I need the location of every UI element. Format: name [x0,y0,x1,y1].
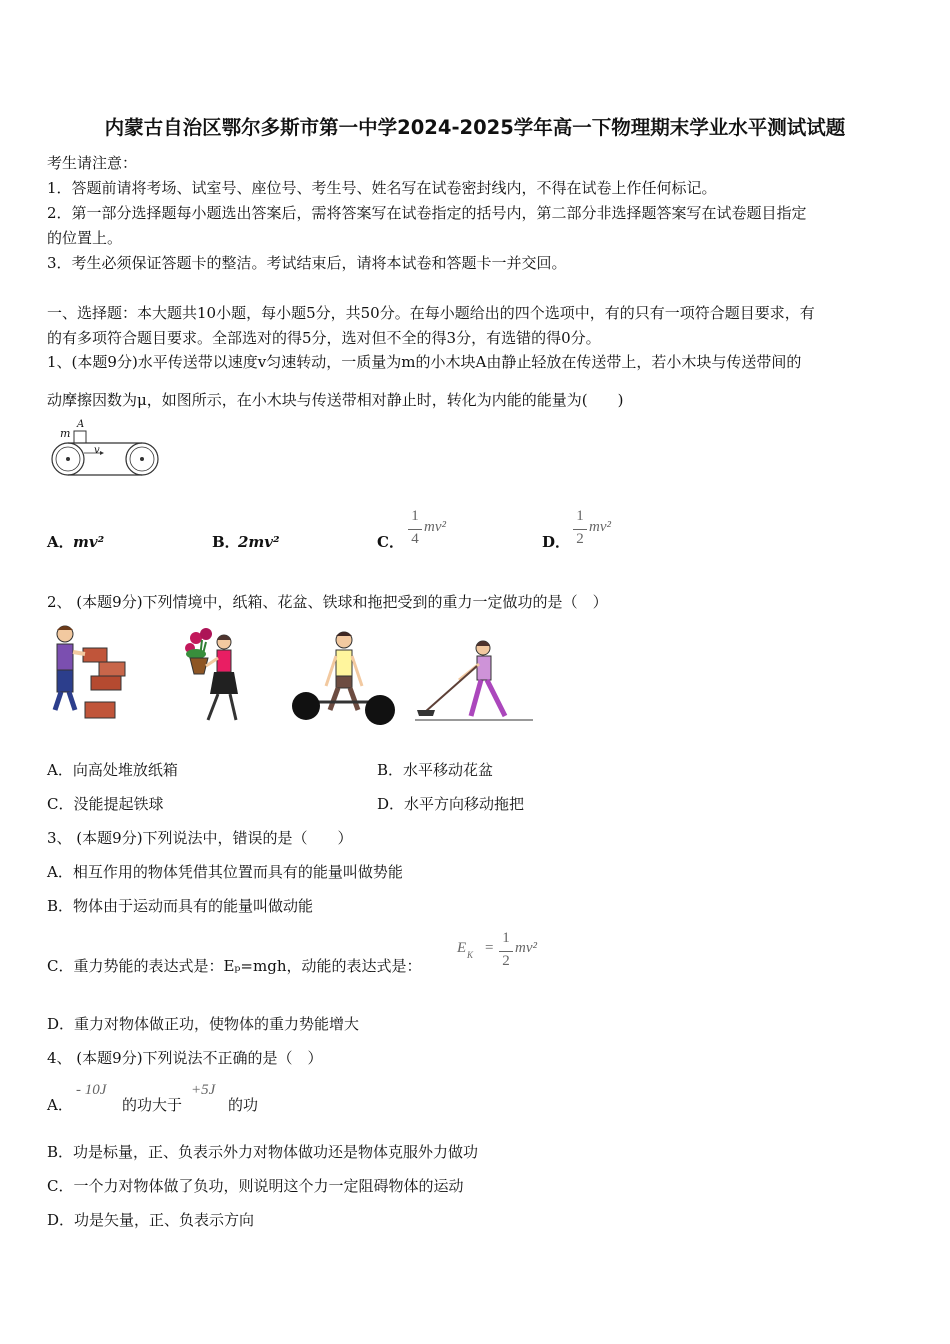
notice-item-2-cont: 的位置上。 [47,229,123,247]
q1-stem-line2: 动摩擦因数为μ，如图所示，在小木块与传送带相对静止时，转化为内能的能量为( ) [47,391,624,409]
q1-option-c-text: mv² [424,519,446,535]
q1-option-a-label: A． [47,533,74,551]
q1-option-b-text: 2mv² [238,533,280,551]
q4-option-a-value2: +5J [191,1082,216,1098]
q3-option-c: C．重力势能的表达式是：Eₚ=mgh，动能的表达式是： [47,957,422,975]
q1-stem-line1: 1、(本题9分)水平传送带以速度v匀速转动，一质量为m的小木块A由静止轻放在传送带上，若小木块与传送带间的 [47,353,802,371]
q1-option-c-denominator: 4 [411,531,419,547]
fraction-bar [408,529,422,530]
q3-option-a: A．相互作用的物体凭借其位置而具有的能量叫做势能 [47,863,403,881]
formula-sub: K [467,950,474,960]
notice-item-2: 2．第一部分选择题每小题选出答案后，需将答案写在试卷指定的括号内，第二部分非选择题答案写在试卷题目指定 [47,204,807,222]
section-intro-line2: 的有多项符合题目要求。全部选对的得5分，选对但不全的得3分，有选错的得0分。 [47,329,601,347]
notice-item-3: 3．考生必须保证答题卡的整洁。考试结束后，请将本试卷和答题卡一并交回。 [47,254,567,272]
q3-option-d: D．重力对物体做正功，使物体的重力势能增大 [47,1015,360,1033]
q3-stem: 3、 (本题9分)下列说法中，错误的是（ ） [47,829,353,847]
page-title: 内蒙古自治区鄂尔多斯市第一中学2024-2025学年高一下物理期末学业水平测试试题 [104,116,846,139]
q1-option-c-formula [408,508,468,552]
notice-item-1: 1．答题前请将考场、试室号、座位号、考生号、姓名写在试卷密封线内，不得在试卷上作任何标记。 [47,179,717,197]
notice-heading: 考生请注意： [47,154,138,172]
velocity-label: v [94,445,100,456]
q1-option-d-label: D． [542,533,571,551]
q4-option-c: C．一个力对物体做了负功，则说明这个力一定阻碍物体的运动 [47,1177,464,1195]
formula-denominator: 2 [502,953,510,969]
q1-option-c-label: C． [377,533,404,551]
q4-option-a-label: A． [47,1096,73,1114]
q2-option-d: D．水平方向移动拖把 [377,795,525,813]
q4-option-a-value1: - 10J [76,1082,107,1098]
q4-option-a-mid: 的功大于 [122,1096,183,1114]
q1-option-d-numerator: 1 [576,508,584,524]
q1-option-c-numerator: 1 [411,508,419,524]
formula-eq: = [485,940,494,956]
q2-option-c: C．没能提起铁球 [47,795,164,813]
q4-stem: 4、 (本题9分)下列说法不正确的是（ ） [47,1049,323,1067]
section-intro-line1: 一、选择题：本大题共10小题，每小题5分，共50分。在每小题给出的四个选项中，有的只有一项符合题目要求，有 [47,304,815,322]
q4-option-a-end: 的功 [228,1096,259,1114]
stacking-boxes-illustration [47,622,132,722]
moving-flowerpot-illustration [182,628,252,728]
mopping-floor-illustration [415,636,535,726]
q3-option-b: B．物体由于运动而具有的能量叫做动能 [47,897,314,915]
q1-option-d-formula [573,508,633,552]
q4-option-d: D．功是矢量，正、负表示方向 [47,1211,255,1229]
fraction-bar [499,951,513,952]
q2-stem: 2、 (本题9分)下列情境中，纸箱、花盆、铁球和拖把受到的重力一定做功的是（ ） [47,593,608,611]
block-label: A [77,419,85,430]
lifting-iron-ball-illustration [288,626,398,728]
formula-rhs: mv² [515,940,537,956]
formula-numerator: 1 [502,930,510,946]
q2-option-a: A．向高处堆放纸箱 [47,761,178,779]
kinetic-energy-formula [457,930,557,976]
q4-option-b: B．功是标量，正、负表示外力对物体做功还是物体克服外力做功 [47,1143,479,1161]
q1-option-d-denominator: 2 [576,531,584,547]
mass-label: m [60,427,71,440]
fraction-bar [573,529,587,530]
q1-option-d-text: mv² [589,519,611,535]
q1-option-b-label: B． [212,533,240,551]
q1-option-a-text: mv² [73,533,105,551]
q2-option-b: B．水平移动花盆 [377,761,494,779]
formula-lhs: E [457,940,467,956]
